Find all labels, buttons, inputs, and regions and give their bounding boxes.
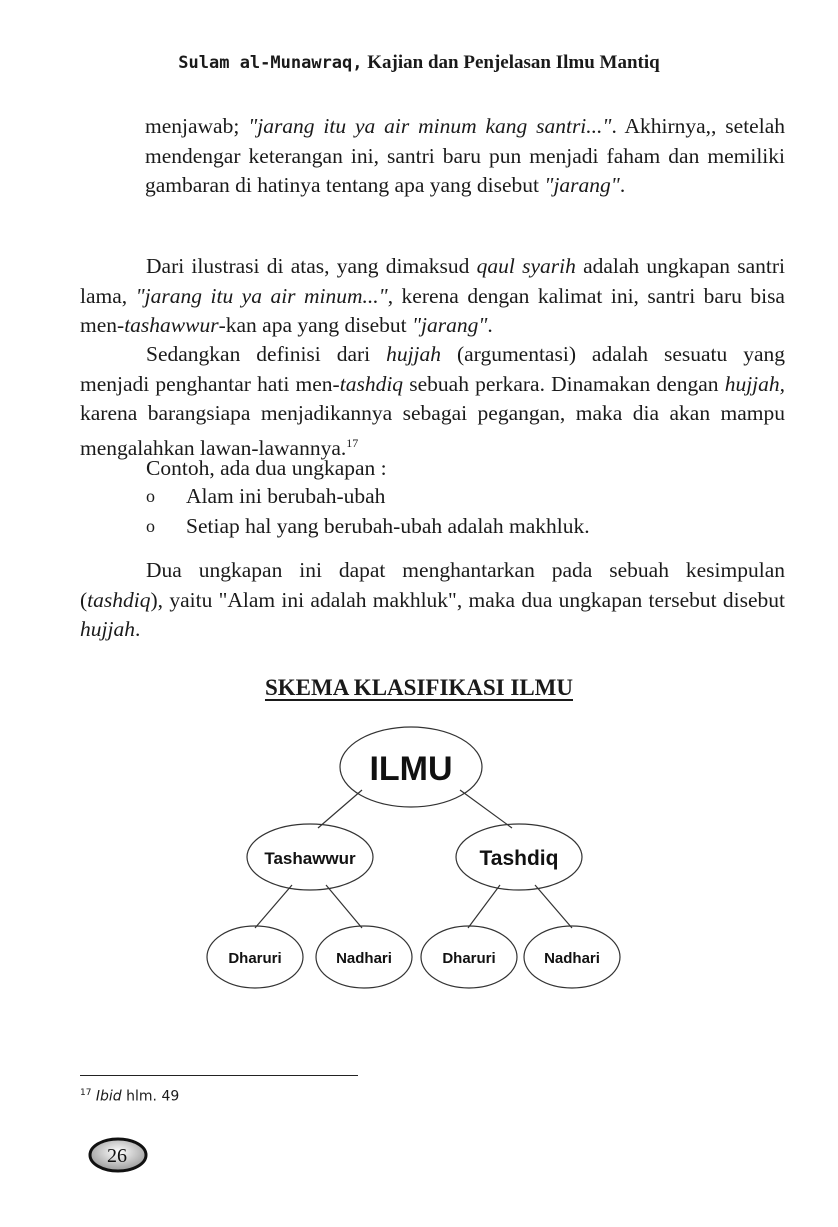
page-number-badge bbox=[88, 1136, 148, 1174]
example-list bbox=[146, 482, 786, 541]
text-run: -kan apa yang disebut bbox=[218, 313, 413, 337]
diagram-title bbox=[0, 675, 838, 701]
text-run: . bbox=[619, 173, 626, 197]
italic-quote: "jarang" bbox=[412, 313, 488, 337]
edge bbox=[460, 790, 512, 828]
edge bbox=[255, 885, 292, 928]
text-run: . bbox=[487, 313, 493, 337]
text-run: menjawab; bbox=[145, 114, 249, 138]
italic-quote: "jarang itu ya air minum..." bbox=[135, 283, 388, 308]
text-run: Sedangkan definisi dari bbox=[146, 342, 387, 366]
node-label: Tashdiq bbox=[479, 847, 559, 870]
text-run: ), yaitu "Alam ini adalah makhluk", maka dua ungkapan tersebut disebut bbox=[150, 587, 785, 612]
page-number: 26 bbox=[107, 1145, 127, 1167]
bullet-icon: o bbox=[146, 486, 155, 506]
italic-quote: "jarang itu ya air minum kang santri..." bbox=[248, 114, 612, 138]
text-run: (argumentasi) adalah sesuatu yang menjadi penghantar hati men- bbox=[80, 342, 785, 396]
paragraph-1 bbox=[145, 112, 785, 201]
italic-term: qaul syarih bbox=[476, 254, 576, 278]
list-item bbox=[146, 482, 786, 512]
italic-term: tashdiq bbox=[87, 587, 151, 612]
bullet-icon: o bbox=[146, 515, 155, 536]
list-item-text: Setiap hal yang berubah-ubah adalah makhluk. bbox=[186, 513, 590, 538]
classification-diagram bbox=[0, 700, 838, 1000]
node-label: Nadhari bbox=[544, 950, 600, 967]
paragraph-3 bbox=[80, 340, 785, 463]
text-run: karena barangsiapa menjadikannya sebagai pegangan, maka dia akan mampu mengalahkan lawan-lawannya. bbox=[80, 401, 785, 460]
list-item bbox=[146, 512, 786, 542]
node-label-root: ILMU bbox=[369, 750, 453, 788]
text-run: . Akhirnya,, setelah mendengar keterangan ini, santri baru pun menjadi faham dan memiliki gambaran di hatinya tentang apa yang disebut bbox=[145, 114, 785, 197]
footnote-ibid: Ibid bbox=[95, 1088, 122, 1105]
paragraph-2 bbox=[80, 252, 785, 341]
text-run: adalah ungkapan santri lama, bbox=[80, 254, 785, 308]
text-run: Dua ungkapan ini dapat menghantarkan pada sebuah kesimpulan ( bbox=[80, 558, 785, 612]
text-run: , kerena dengan kalimat ini, santri baru bisa men- bbox=[80, 283, 785, 337]
node-label: Dharuri bbox=[442, 950, 496, 967]
footnote-divider bbox=[80, 1075, 358, 1076]
list-item-text: Alam ini berubah-ubah bbox=[186, 484, 386, 508]
text-run: Dari ilustrasi di atas, yang dimaksud bbox=[146, 254, 477, 278]
italic-term: hujjah bbox=[80, 617, 135, 641]
footnote-text: hlm. 49 bbox=[121, 1088, 180, 1105]
text-run: . bbox=[134, 617, 141, 641]
running-header bbox=[0, 52, 838, 74]
node-label: Dharuri bbox=[228, 950, 282, 967]
text-run: sebuah perkara. Dinamakan dengan bbox=[403, 371, 725, 396]
edge bbox=[468, 885, 500, 928]
edge bbox=[535, 885, 572, 928]
header-subtitle: Kajian dan Penjelasan Ilmu Mantiq bbox=[367, 52, 660, 73]
footnote bbox=[80, 1088, 179, 1105]
diagram-title-text: SKEMA KLASIFIKASI ILMU bbox=[264, 675, 573, 700]
paragraph-4: Contoh, ada dua ungkapan : bbox=[146, 456, 387, 480]
italic-term: tashdiq bbox=[339, 371, 404, 396]
header-book-title: Sulam al-Munawraq, bbox=[178, 53, 363, 73]
italic-term: hujjah, bbox=[724, 371, 786, 396]
edge bbox=[318, 790, 362, 828]
paragraph-5 bbox=[80, 556, 785, 645]
footnote-number: 17 bbox=[80, 1088, 92, 1098]
italic-quote: "jarang" bbox=[544, 173, 620, 197]
italic-term: tashawwur bbox=[124, 313, 219, 337]
footnote-ref[interactable]: 17 bbox=[346, 435, 359, 450]
node-label: Tashawwur bbox=[264, 849, 356, 868]
node-label: Nadhari bbox=[336, 950, 392, 967]
italic-term: hujjah bbox=[386, 342, 442, 366]
edge bbox=[326, 885, 362, 928]
